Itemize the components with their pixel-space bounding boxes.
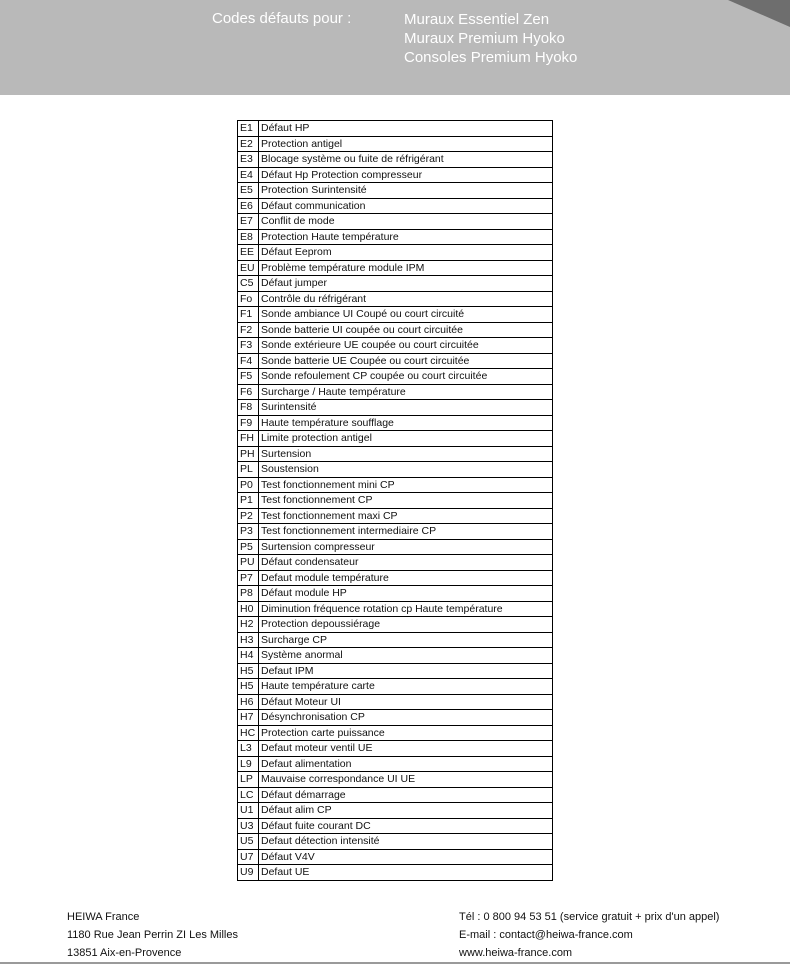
error-code: E7 (238, 214, 259, 230)
error-description: Surtension compresseur (259, 539, 553, 555)
error-description: Défaut module HP (259, 586, 553, 602)
error-code: E2 (238, 136, 259, 152)
error-code: L9 (238, 756, 259, 772)
error-description: Surcharge CP (259, 632, 553, 648)
table-row (238, 322, 553, 338)
error-code: EE (238, 245, 259, 261)
error-description: Limite protection antigel (259, 431, 553, 447)
error-description: Defaut UE (259, 865, 553, 881)
error-code: P8 (238, 586, 259, 602)
error-code: P5 (238, 539, 259, 555)
error-description: Désynchronisation CP (259, 710, 553, 726)
error-description: Surintensité (259, 400, 553, 416)
error-code: H7 (238, 710, 259, 726)
error-code: U9 (238, 865, 259, 881)
error-description: Défaut Hp Protection compresseur (259, 167, 553, 183)
error-description: Défaut démarrage (259, 787, 553, 803)
error-code: PU (238, 555, 259, 571)
email-address: E-mail : contact@heiwa-france.com (459, 929, 633, 941)
error-code: F1 (238, 307, 259, 323)
error-code: H2 (238, 617, 259, 633)
table-row (238, 570, 553, 586)
error-code: HC (238, 725, 259, 741)
error-code: H3 (238, 632, 259, 648)
error-code: LP (238, 772, 259, 788)
error-code: EU (238, 260, 259, 276)
table-row (238, 849, 553, 865)
table-row (238, 834, 553, 850)
table-row (238, 725, 553, 741)
table-row (238, 152, 553, 168)
table-row (238, 741, 553, 757)
error-description: Sonde refoulement CP coupée ou court circuitée (259, 369, 553, 385)
error-code: E1 (238, 121, 259, 137)
error-code: E3 (238, 152, 259, 168)
error-description: Défaut HP (259, 121, 553, 137)
error-description: Test fonctionnement maxi CP (259, 508, 553, 524)
table-row (238, 136, 553, 152)
table-row (238, 214, 553, 230)
table-row (238, 338, 553, 354)
table-row (238, 710, 553, 726)
error-code: F3 (238, 338, 259, 354)
website-link[interactable]: www.heiwa-france.com (459, 947, 573, 959)
table-row (238, 384, 553, 400)
error-description: Defaut détection intensité (259, 834, 553, 850)
error-code: C5 (238, 276, 259, 292)
error-code: P1 (238, 493, 259, 509)
error-code: F6 (238, 384, 259, 400)
error-code: FH (238, 431, 259, 447)
error-code: L3 (238, 741, 259, 757)
error-description: Sonde batterie UI coupée ou court circuitée (259, 322, 553, 338)
error-description: Défaut jumper (259, 276, 553, 292)
table-row (238, 276, 553, 292)
table-row (238, 462, 553, 478)
error-code: H4 (238, 648, 259, 664)
error-code: E4 (238, 167, 259, 183)
error-code: Fo (238, 291, 259, 307)
error-code: H0 (238, 601, 259, 617)
error-description: Haute température soufflage (259, 415, 553, 431)
error-code: H5 (238, 663, 259, 679)
error-code: P7 (238, 570, 259, 586)
error-description: Problème température module IPM (259, 260, 553, 276)
table-row (238, 121, 553, 137)
table-row (238, 508, 553, 524)
error-description: Contrôle du réfrigérant (259, 291, 553, 307)
table-row (238, 229, 553, 245)
error-description: Surcharge / Haute température (259, 384, 553, 400)
error-code: U1 (238, 803, 259, 819)
table-row (238, 663, 553, 679)
error-description: Défaut fuite courant DC (259, 818, 553, 834)
error-description: Protection Surintensité (259, 183, 553, 199)
error-code: F9 (238, 415, 259, 431)
error-code: U5 (238, 834, 259, 850)
product-name: Consoles Premium Hyoko (404, 49, 578, 66)
error-description: Blocage système ou fuite de réfrigérant (259, 152, 553, 168)
error-description: Défaut Moteur UI (259, 694, 553, 710)
table-row (238, 818, 553, 834)
header-label: Codes défauts pour : (212, 10, 352, 27)
table-row (238, 787, 553, 803)
company-contact (459, 908, 719, 962)
table-row (238, 756, 553, 772)
product-name: Muraux Premium Hyoko (404, 30, 565, 47)
error-code: U7 (238, 849, 259, 865)
error-description: Défaut Eeprom (259, 245, 553, 261)
bottom-divider (0, 962, 790, 964)
company-name: HEIWA France (67, 911, 140, 923)
error-code: P0 (238, 477, 259, 493)
error-code: F4 (238, 353, 259, 369)
table-row (238, 183, 553, 199)
error-description: Haute température carte (259, 679, 553, 695)
error-description: Test fonctionnement mini CP (259, 477, 553, 493)
table-row (238, 524, 553, 540)
error-code: P3 (238, 524, 259, 540)
error-description: Defaut IPM (259, 663, 553, 679)
table-row (238, 198, 553, 214)
company-address (67, 908, 238, 962)
table-row (238, 431, 553, 447)
error-code: U3 (238, 818, 259, 834)
error-description: Protection depoussiérage (259, 617, 553, 633)
table-row (238, 648, 553, 664)
error-description: Test fonctionnement CP (259, 493, 553, 509)
error-description: Defaut alimentation (259, 756, 553, 772)
table-row (238, 865, 553, 881)
city-address: 13851 Aix-en-Provence (67, 947, 182, 959)
error-code: F2 (238, 322, 259, 338)
table-row (238, 353, 553, 369)
table-row (238, 446, 553, 462)
table-row (238, 291, 553, 307)
table-row (238, 679, 553, 695)
error-code: H5 (238, 679, 259, 695)
error-description: Test fonctionnement intermediaire CP (259, 524, 553, 540)
error-description: Défaut condensateur (259, 555, 553, 571)
error-code: E6 (238, 198, 259, 214)
error-code: PH (238, 446, 259, 462)
error-code: F5 (238, 369, 259, 385)
table-row (238, 539, 553, 555)
error-description: Défaut alim CP (259, 803, 553, 819)
error-description: Défaut communication (259, 198, 553, 214)
error-description: Protection carte puissance (259, 725, 553, 741)
error-code: E5 (238, 183, 259, 199)
error-codes-body (238, 121, 553, 881)
corner-decoration (728, 0, 790, 28)
header-banner (0, 0, 790, 95)
table-row (238, 307, 553, 323)
table-row (238, 617, 553, 633)
table-row (238, 803, 553, 819)
error-codes-table (237, 120, 553, 881)
error-description: Sonde ambiance UI Coupé ou court circuité (259, 307, 553, 323)
table-row (238, 555, 553, 571)
table-row (238, 369, 553, 385)
error-code: H6 (238, 694, 259, 710)
error-description: Defaut module température (259, 570, 553, 586)
table-row (238, 632, 553, 648)
table-row (238, 586, 553, 602)
error-description: Soustension (259, 462, 553, 478)
table-row (238, 415, 553, 431)
product-name: Muraux Essentiel Zen (404, 11, 550, 28)
product-list (404, 10, 577, 67)
error-description: Diminution fréquence rotation cp Haute température (259, 601, 553, 617)
error-description: Mauvaise correspondance UI UE (259, 772, 553, 788)
phone-number: Tél : 0 800 94 53 51 (service gratuit + prix d'un appel) (459, 911, 720, 923)
error-description: Protection antigel (259, 136, 553, 152)
error-description: Protection Haute température (259, 229, 553, 245)
table-row (238, 477, 553, 493)
table-row (238, 601, 553, 617)
error-description: Surtension (259, 446, 553, 462)
error-description: Defaut moteur ventil UE (259, 741, 553, 757)
error-description: Système anormal (259, 648, 553, 664)
street-address: 1180 Rue Jean Perrin ZI Les Milles (67, 929, 238, 941)
table-row (238, 772, 553, 788)
error-description: Conflit de mode (259, 214, 553, 230)
error-code: LC (238, 787, 259, 803)
error-code: F8 (238, 400, 259, 416)
table-row (238, 694, 553, 710)
error-description: Sonde extérieure UE coupée ou court circuitée (259, 338, 553, 354)
table-row (238, 167, 553, 183)
table-row (238, 400, 553, 416)
error-description: Sonde batterie UE Coupée ou court circuitée (259, 353, 553, 369)
error-code: E8 (238, 229, 259, 245)
table-row (238, 245, 553, 261)
error-description: Défaut V4V (259, 849, 553, 865)
error-code: PL (238, 462, 259, 478)
table-row (238, 493, 553, 509)
table-row (238, 260, 553, 276)
error-code: P2 (238, 508, 259, 524)
